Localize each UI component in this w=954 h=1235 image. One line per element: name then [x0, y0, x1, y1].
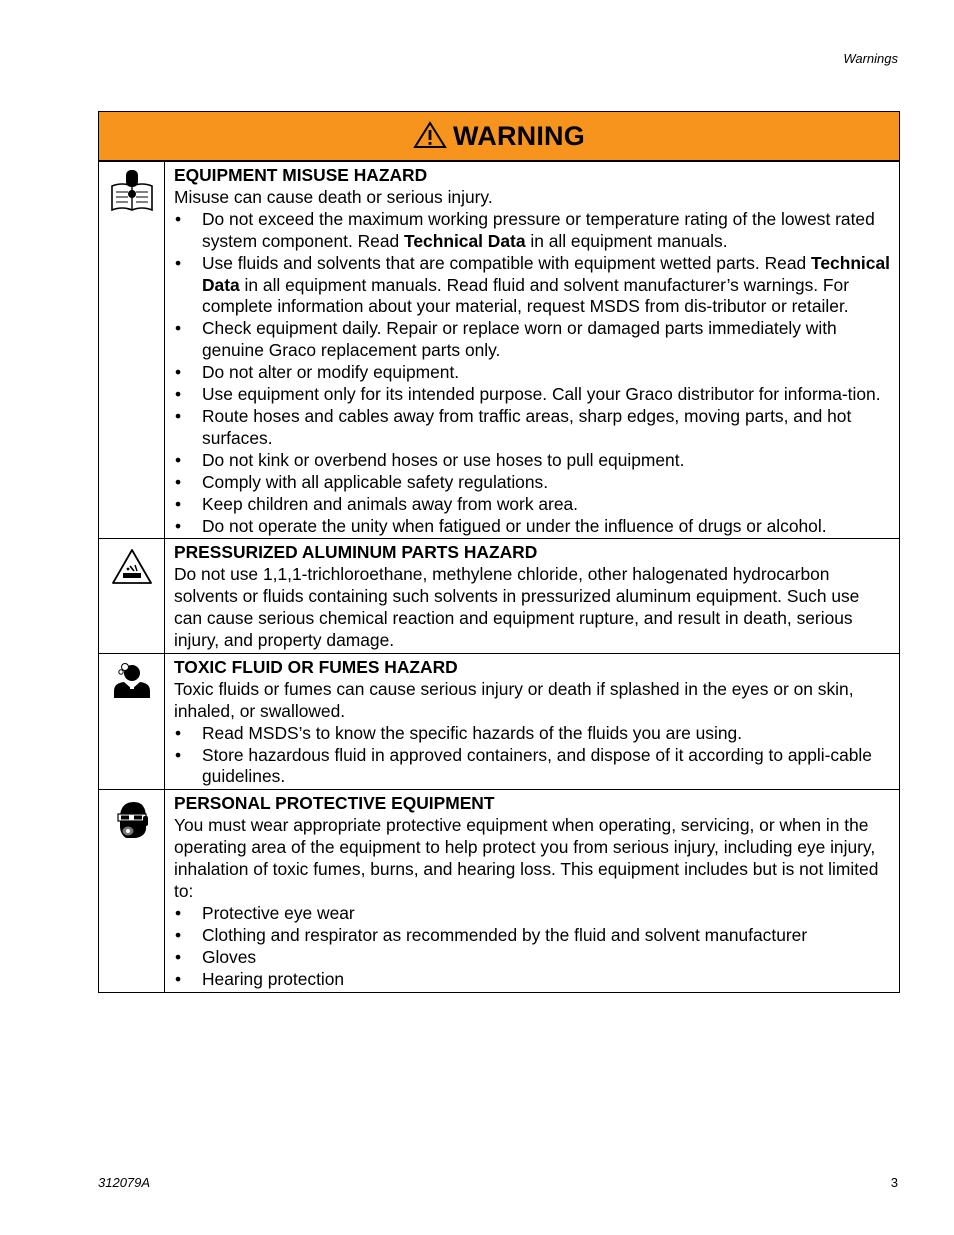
bullet-text: Do not kink or overbend hoses or use hoses to pull equipment.	[202, 449, 685, 470]
hazard-title: PERSONAL PROTECTIVE EQUIPMENT	[174, 793, 495, 814]
bold-reference-text: Technical Data	[404, 230, 526, 251]
bold-reference-text: Technical Data	[202, 252, 890, 295]
warning-triangle-icon	[413, 121, 447, 149]
hazard-bullet-item	[174, 362, 891, 384]
hazard-bullet-list	[174, 903, 891, 991]
bullet-text: Store hazardous fluid in approved containers, and dispose of it according to appli-cable guidelines.	[202, 744, 872, 787]
hazard-bullet-item	[174, 406, 891, 450]
bullet-text: Keep children and animals away from work area.	[202, 493, 579, 514]
hazard-description: Toxic fluids or fumes can cause serious injury or death if splashed in the eyes or on skin, inhaled, or swallowed.	[174, 678, 854, 721]
hazard-description: You must wear appropriate protective equipment when operating, servicing, or when in the operating area of the equipment to help protect you from serious injury, including eye injury, inhalation of toxic fumes, burns, and hearing loss. This equipment includes but is not limited to:	[174, 815, 879, 901]
hazard-bullet-item	[174, 947, 891, 969]
hazard-row-equipment-misuse	[99, 161, 899, 538]
hazard-bullet-list	[174, 723, 891, 789]
bullet-text: Clothing and respirator as recommended by the fluid and solvent manufacturer	[202, 924, 808, 945]
bullet-text: Comply with all applicable safety regulations.	[202, 471, 549, 492]
hazard-text	[165, 539, 899, 653]
document-number: 312079A	[98, 1175, 151, 1190]
hazard-title: PRESSURIZED ALUMINUM PARTS HAZARD	[174, 542, 538, 563]
hazard-text	[165, 162, 899, 538]
bullet-text: Gloves	[202, 946, 257, 967]
chemical-reaction-icon	[110, 547, 154, 587]
warning-table	[98, 111, 900, 993]
running-header-section: Warnings	[843, 51, 898, 66]
read-manual-icon	[109, 170, 155, 214]
bullet-text: Read MSDS’s to know the specific hazards of the fluids you are using.	[202, 722, 743, 743]
hazard-bullet-item	[174, 450, 891, 472]
bullet-text: Check equipment daily. Repair or replace worn or damaged parts immediately with genuine Graco replacement parts only.	[202, 318, 837, 361]
hazard-title: TOXIC FLUID OR FUMES HAZARD	[174, 656, 458, 677]
hazard-text	[165, 790, 899, 991]
toxic-fumes-icon	[111, 662, 153, 702]
bullet-text: in all equipment manuals.	[525, 230, 728, 251]
icon-cell	[99, 654, 165, 789]
bullet-text: Do not operate the unity when fatigued or under the influence of drugs or alcohol.	[202, 515, 827, 536]
bullet-text: Hearing protection	[202, 968, 345, 989]
icon-cell	[99, 790, 165, 991]
hazard-bullet-item	[174, 903, 891, 925]
bullet-text: Protective eye wear	[202, 902, 355, 923]
warning-banner	[99, 112, 899, 161]
hazard-bullet-list	[174, 209, 891, 538]
hazard-bullet-item	[174, 925, 891, 947]
hazard-bullet-item	[174, 209, 891, 253]
hazard-bullet-item	[174, 318, 891, 362]
bullet-text: Do not exceed the maximum working pressure or temperature rating of the lowest rated system component. Read	[202, 208, 875, 251]
hazard-bullet-item	[174, 494, 891, 516]
warning-title: WARNING	[453, 120, 585, 151]
hazard-title: EQUIPMENT MISUSE HAZARD	[174, 165, 428, 185]
hazard-row-toxic-fluid	[99, 653, 899, 789]
hazard-bullet-item	[174, 253, 891, 319]
hazard-bullet-item	[174, 723, 891, 745]
bullet-text: Do not alter or modify equipment.	[202, 362, 460, 383]
hazard-description: Misuse can cause death or serious injury.	[174, 186, 493, 207]
page-number: 3	[890, 1175, 898, 1190]
protective-equipment-icon	[112, 798, 152, 842]
hazard-row-personal-protective-equipment	[99, 789, 899, 991]
bullet-text: Use fluids and solvents that are compatible with equipment wetted parts. Read	[202, 252, 812, 273]
hazard-row-pressurized-aluminum	[99, 538, 899, 653]
bullet-text: Use equipment only for its intended purpose. Call your Graco distributor for informa-tion.	[202, 384, 881, 405]
bullet-text: in all equipment manuals. Read fluid and solvent manufacturer’s warnings. For complete information about your material, request MSDS from dis-tributor or retailer.	[202, 274, 850, 317]
hazard-bullet-item	[174, 516, 891, 538]
hazard-bullet-item	[174, 969, 891, 991]
hazard-description: Do not use 1,1,1-trichloroethane, methylene chloride, other halogenated hydrocarbon solvents or fluids containing such solvents in pressurized aluminum equipment. Such use can cause serious chemical reaction and equipment rupture, and result in death, serious injury, and property damage.	[174, 564, 860, 651]
icon-cell	[99, 539, 165, 653]
hazard-bullet-item	[174, 384, 891, 406]
bullet-text: Route hoses and cables away from traffic areas, sharp edges, moving parts, and hot surfaces.	[202, 405, 852, 448]
hazard-text	[165, 654, 899, 789]
hazard-bullet-item	[174, 745, 891, 789]
icon-cell	[99, 162, 165, 538]
hazard-bullet-item	[174, 472, 891, 494]
